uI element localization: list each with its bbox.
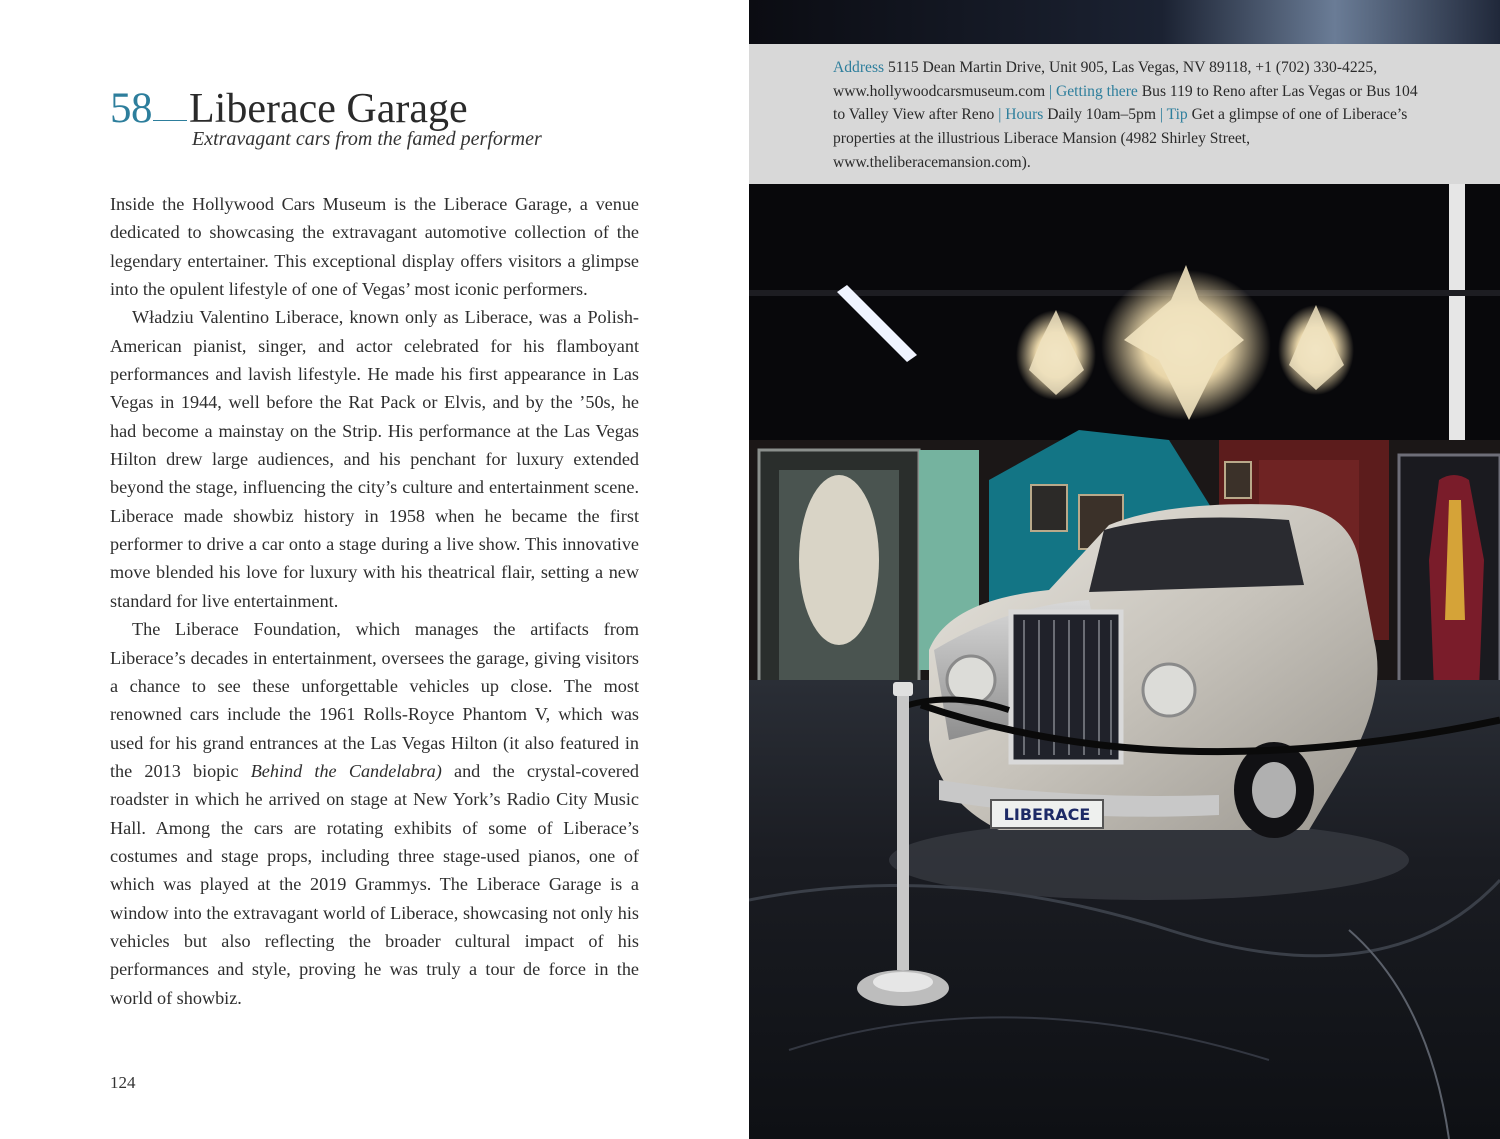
license-plate-text: LIBERACE (1003, 805, 1091, 824)
info-text (833, 56, 1425, 175)
paragraph-3 (110, 615, 639, 1012)
entry-title: Liberace Garage (189, 86, 468, 132)
address-value: 5115 Dean Martin Drive, Unit 905, Las Vegas, NV 89118, +1 (702) 330-4225, www.hollywoodcarsmuseum.com (833, 59, 1378, 100)
title-rule (153, 120, 187, 121)
tip-value: Get a glimpse of one of Liberace’s properties at the illustrious Liberace Mansion (4982 Shirley Street, www.theliberacemansion.com). (833, 106, 1408, 171)
paragraph-3-text-b: and the crystal-covered roadster in which he arrived on stage at New York’s Radio City Music Hall. Among the cars are rotating exhibits of some of Liberace’s costumes and stage props, including three stage-used pianos, one of which was played at the 2019 Grammys. The Liberace Garage is a window into the extravagant world of Liberace, showcasing not only his vehicles but also reflecting the broader cultural impact of his performances and style, proving he was truly a tour de force in the world of showbiz. (110, 760, 639, 1008)
page-number: 124 (110, 1073, 136, 1092)
paragraph-3-text-a: The Liberace Foundation, which manages the artifacts from Liberace’s decades in entertainment, oversees the garage, giving visitors a chance to see these unforgettable vehicles up close. The most renowned cars include the 1961 Rolls-Royce Phantom V, which was used for his grand entrances at the Las Vegas Hilton (it also featured in the 2013 biopic (110, 619, 639, 781)
hours-label: Hours (1001, 106, 1044, 124)
tip-label: Tip (1163, 106, 1188, 124)
info-box (749, 44, 1500, 184)
getting-there-value: Bus 119 to Reno after Las Vegas or Bus 104 to Valley View after Reno (833, 82, 1418, 124)
title-line (110, 74, 710, 130)
hours-value: Daily 10am–5pm (1043, 106, 1160, 124)
paragraph-2: Władziu Valentino Liberace, known only as Liberace, was a Polish-American pianist, singer, and actor celebrated for his flamboyant performances and lavish lifestyle. He made his first appearance in Las Vegas in 1944, well before the Rat Pack or Elvis, and by the ’50s, he had become a mainstay on the Strip. His performance at the Las Vegas Hilton drew large audiences, and his penchant for luxury extended beyond the stage, influencing the city’s culture and entertainment scene. Liberace made showbiz history in 1958 when he became the first performer to drive a car onto a stage during a live show. This innovative move blended his love for luxury with his theatrical flair, setting a new standard for live entertainment. (110, 307, 639, 611)
separator: | (998, 106, 1002, 124)
entry-subtitle: Extravagant cars from the famed performer (192, 128, 542, 150)
right-page (749, 0, 1500, 1139)
paragraph-1: Inside the Hollywood Cars Museum is the Liberace Garage, a venue dedicated to showcasing the extravagant automotive collection of the legendary entertainer. This exceptional display offers visitors a glimpse into the opulent lifestyle of one of Vegas’ most iconic performers. (110, 194, 639, 300)
entry-header (110, 74, 710, 150)
left-page (0, 0, 749, 1139)
separator: | (1159, 106, 1163, 124)
getting-there-label: Getting there (1052, 82, 1138, 100)
film-title: Behind the Candelabra) (250, 760, 442, 781)
address-label: Address (833, 59, 885, 76)
body-text (110, 190, 639, 1012)
entry-number: 58 (110, 85, 152, 132)
separator: | (1048, 82, 1053, 100)
